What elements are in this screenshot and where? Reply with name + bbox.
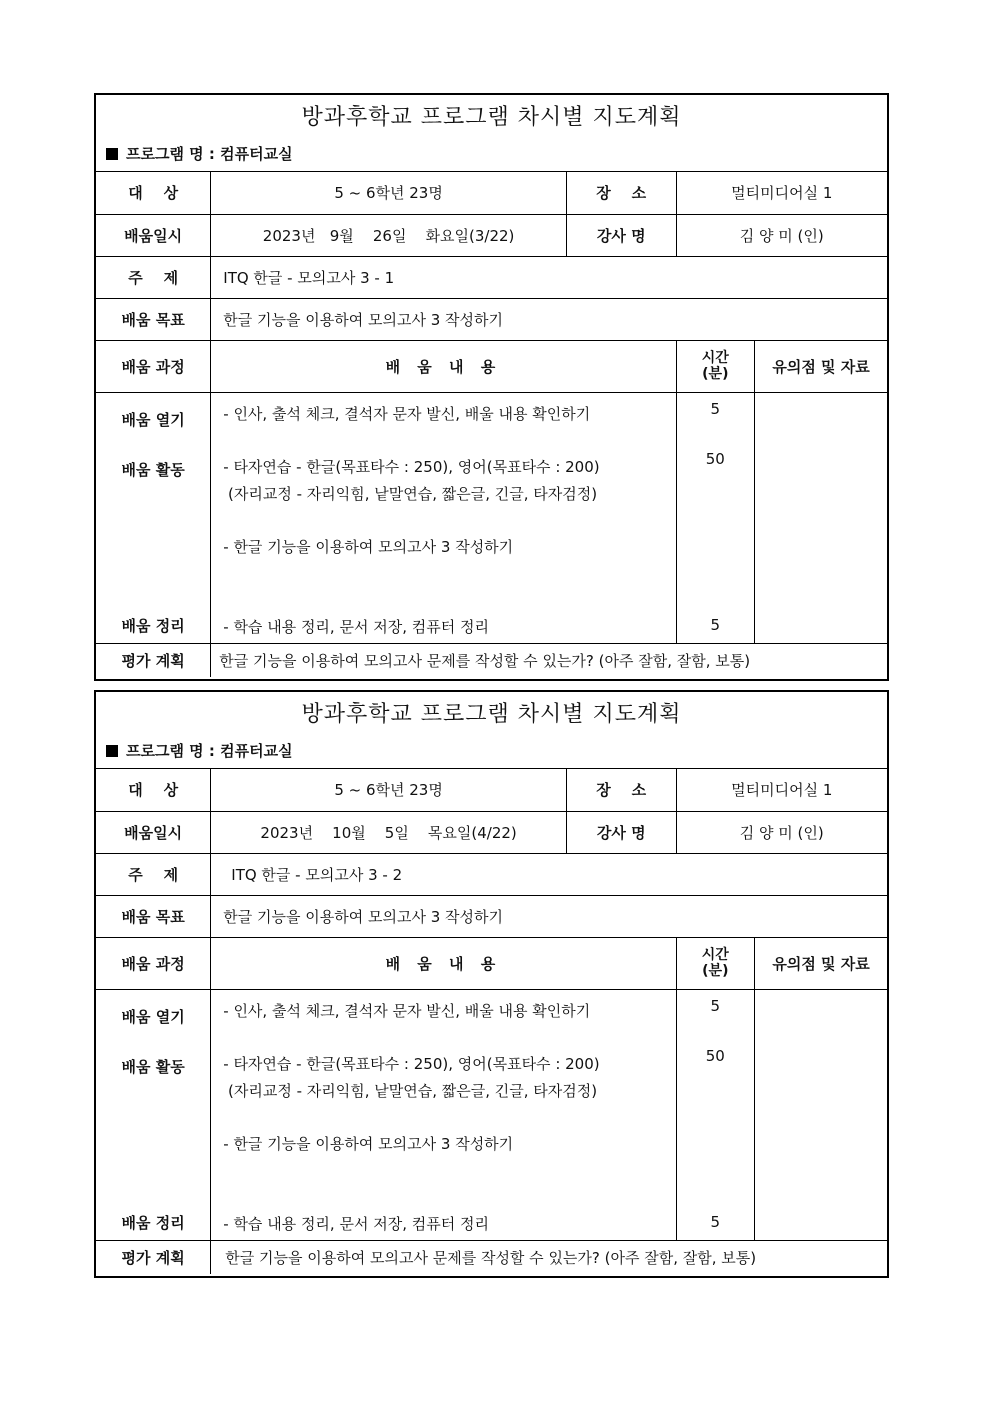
- time-header: 시간 (분): [676, 340, 755, 392]
- date-label: 배움일시: [96, 811, 211, 853]
- lesson-plan-2: [94, 690, 889, 1278]
- eval-label: 평가 계획: [96, 1240, 211, 1274]
- content-line: - 한글 기능을 이용하여 모의고사 3 작성하기: [223, 1134, 514, 1153]
- goal-label: 배움 목표: [96, 298, 211, 340]
- step-label-open: 배움 열기: [121, 1007, 185, 1026]
- notes-header: 유의점 및 자료: [755, 937, 887, 989]
- square-bullet-icon: [106, 148, 118, 160]
- topic-label: 주 제: [96, 853, 211, 895]
- process-header: 배움 과정: [96, 340, 211, 392]
- time-cell: [676, 392, 755, 643]
- eval-label: 평가 계획: [96, 643, 211, 677]
- topic-value: ITQ 한글 - 모의고사 3 - 1: [211, 256, 887, 298]
- content-header: 배 움 내 용: [211, 340, 676, 392]
- content-line: (자리교정 - 자리익힘, 낱말연습, 짧은글, 긴글, 타자검정): [223, 484, 598, 503]
- place-label: 장 소: [566, 172, 676, 214]
- target-value: 5 ~ 6학년 23명: [211, 172, 567, 214]
- teacher-value: 김 양 미 (인): [676, 214, 887, 256]
- notes-header: 유의점 및 자료: [755, 340, 887, 392]
- step-time: 50: [705, 449, 725, 468]
- content-line: - 한글 기능을 이용하여 모의고사 3 작성하기: [223, 537, 514, 556]
- target-label: 대 상: [96, 769, 211, 811]
- plan-table: [96, 769, 887, 1274]
- step-label-open: 배움 열기: [121, 410, 185, 429]
- target-label: 대 상: [96, 172, 211, 214]
- topic-value: ITQ 한글 - 모의고사 3 - 2: [211, 853, 887, 895]
- step-label-activity: 배움 활동: [121, 460, 185, 479]
- step-time: 50: [705, 1046, 725, 1065]
- place-value: 멀티미디어실 1: [676, 769, 887, 811]
- place-value: 멀티미디어실 1: [676, 172, 887, 214]
- topic-label: 주 제: [96, 256, 211, 298]
- content-line: - 학습 내용 정리, 문서 저장, 컴퓨터 정리: [223, 1214, 489, 1233]
- content-line: (자리교정 - 자리익힘, 낱말연습, 짧은글, 긴글, 타자검정): [223, 1081, 598, 1100]
- time-cell: [676, 989, 755, 1240]
- eval-value: 한글 기능을 이용하여 모의고사 문제를 작성할 수 있는가? (아주 잘함, 잘함, 보통): [211, 643, 887, 677]
- plan-title: 방과후학교 프로그램 차시별 지도계획: [301, 702, 682, 727]
- step-label-wrap: 배움 정리: [121, 1213, 185, 1232]
- program-name: 프로그램 명 : 컴퓨터교실: [96, 139, 887, 172]
- step-time: 5: [710, 399, 721, 418]
- teacher-label: 강사 명: [566, 214, 676, 256]
- process-cell: [96, 392, 211, 643]
- program-name: 프로그램 명 : 컴퓨터교실: [96, 736, 887, 769]
- content-header: 배 움 내 용: [211, 937, 676, 989]
- content-line: - 인사, 출석 체크, 결석자 문자 발신, 배울 내용 확인하기: [223, 1001, 591, 1020]
- goal-value: 한글 기능을 이용하여 모의고사 3 작성하기: [211, 895, 887, 937]
- notes-cell: [755, 392, 887, 643]
- content-line: - 타자연습 - 한글(목표타수 : 250), 영어(목표타수 : 200): [223, 1054, 600, 1073]
- goal-label: 배움 목표: [96, 895, 211, 937]
- content-line: - 타자연습 - 한글(목표타수 : 250), 영어(목표타수 : 200): [223, 457, 600, 476]
- eval-value: 한글 기능을 이용하여 모의고사 문제를 작성할 수 있는가? (아주 잘함, 잘함, 보통): [211, 1240, 887, 1274]
- content-cell: [211, 392, 676, 643]
- content-cell: [211, 989, 676, 1240]
- teacher-value: 김 양 미 (인): [676, 811, 887, 853]
- lesson-plan-1: [94, 93, 889, 681]
- step-label-activity: 배움 활동: [121, 1057, 185, 1076]
- teacher-label: 강사 명: [566, 811, 676, 853]
- time-header: 시간 (분): [676, 937, 755, 989]
- step-label-wrap: 배움 정리: [121, 616, 185, 635]
- plan-title: 방과후학교 프로그램 차시별 지도계획: [301, 105, 682, 130]
- place-label: 장 소: [566, 769, 676, 811]
- date-value: 2023년 10월 5일 목요일(4/22): [211, 811, 567, 853]
- step-time: 5: [710, 996, 721, 1015]
- content-line: - 학습 내용 정리, 문서 저장, 컴퓨터 정리: [223, 617, 489, 636]
- goal-value: 한글 기능을 이용하여 모의고사 3 작성하기: [211, 298, 887, 340]
- date-label: 배움일시: [96, 214, 211, 256]
- notes-cell: [755, 989, 887, 1240]
- plan-table: [96, 172, 887, 677]
- target-value: 5 ~ 6학년 23명: [211, 769, 567, 811]
- content-line: - 인사, 출석 체크, 결석자 문자 발신, 배울 내용 확인하기: [223, 404, 591, 423]
- step-time: 5: [710, 615, 721, 634]
- square-bullet-icon: [106, 745, 118, 757]
- process-header: 배움 과정: [96, 937, 211, 989]
- date-value: 2023년 9월 26일 화요일(3/22): [211, 214, 567, 256]
- step-time: 5: [710, 1212, 721, 1231]
- process-cell: [96, 989, 211, 1240]
